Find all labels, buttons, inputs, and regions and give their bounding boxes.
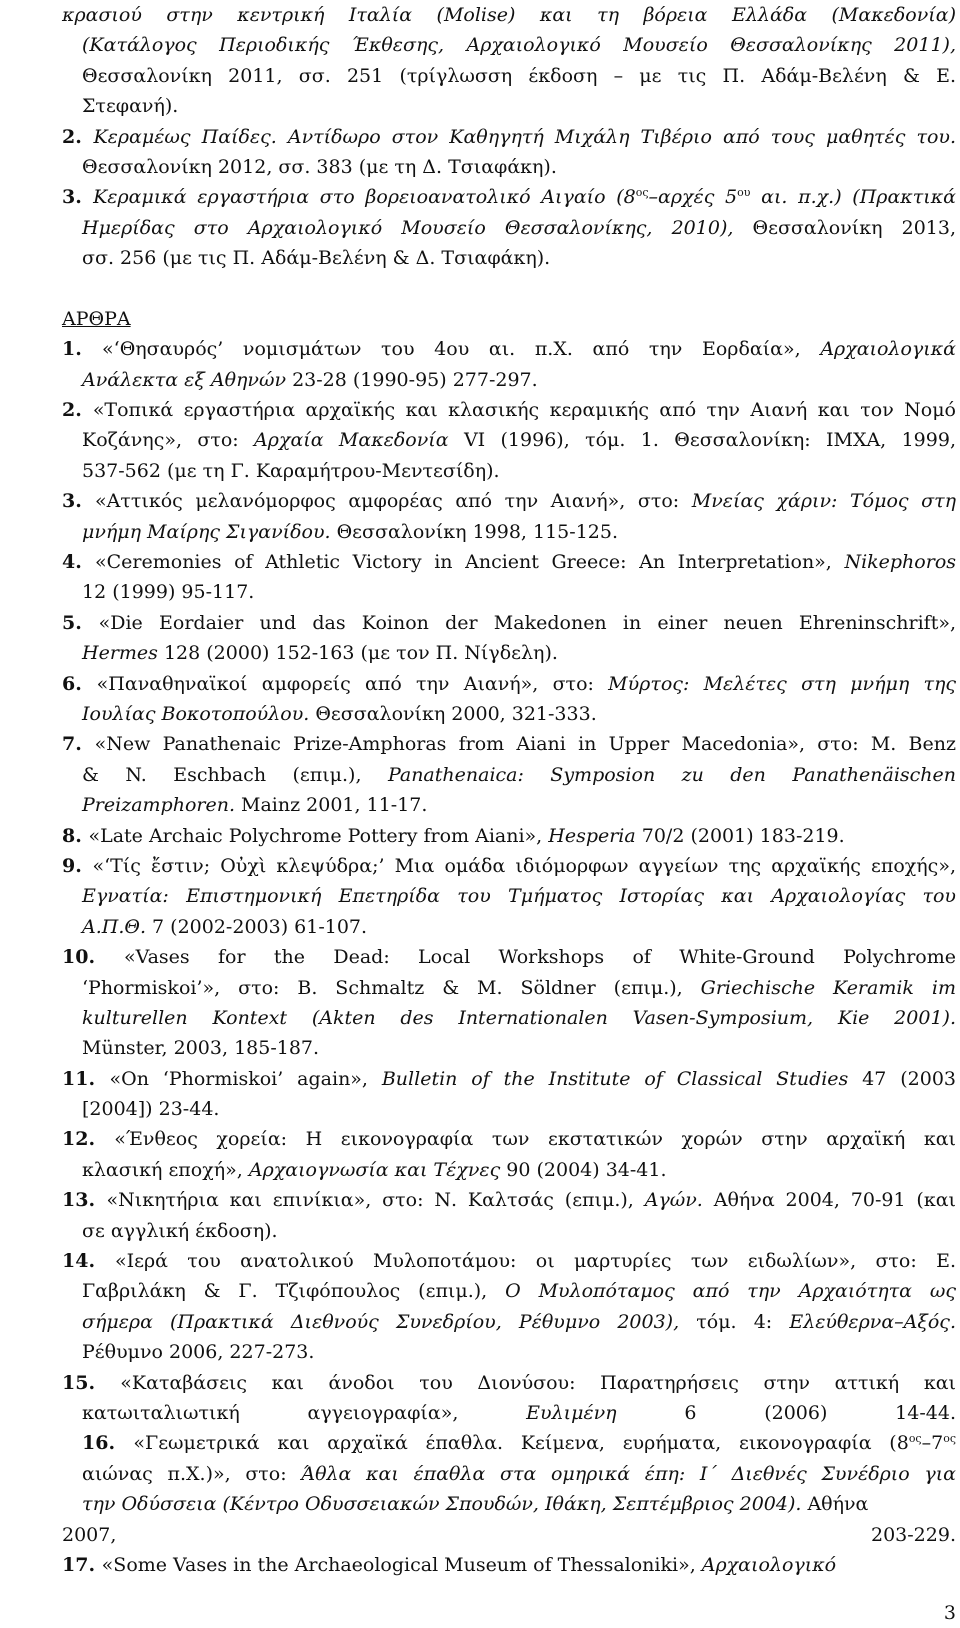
text-run: kulturellen Kontext (Akten des Internationalen Vasen-Symposium, Kie 2001). bbox=[82, 1006, 956, 1029]
text-line bbox=[62, 274, 956, 304]
text-run: «Τοπικά εργαστήρια αρχαϊκής και κλασικής κεραμικής από την Αιανή και τον Νομό bbox=[92, 399, 956, 422]
text-run: 7. bbox=[62, 733, 95, 756]
text-run: σε αγγλική έκδοση). bbox=[82, 1219, 278, 1242]
text-run: ος bbox=[908, 1432, 922, 1446]
text-line bbox=[62, 1246, 956, 1276]
text-run: Ευλιμένη bbox=[526, 1401, 617, 1424]
text-run: «Ένθεος χορεία: Η εικονογραφία των εκστατικών χορών στην αρχαϊκή και bbox=[114, 1128, 956, 1151]
text-run: Αρχαία Μακεδονία bbox=[254, 429, 449, 452]
text-line bbox=[62, 365, 956, 395]
text-run: Ημερίδας στο Αρχαιολογικό Μουσείο Θεσσαλονίκης, 2010), bbox=[82, 216, 734, 239]
text-run: 16. bbox=[82, 1432, 134, 1455]
text-run: Αρχαιογνωσία και Τέχνες bbox=[248, 1158, 501, 1181]
text-line bbox=[62, 1368, 956, 1398]
text-line bbox=[62, 1094, 956, 1124]
text-line bbox=[62, 0, 956, 30]
text-run: Εγνατία: Επιστημονική Επετηρίδα του Τμήματος Ιστορίας και Αρχαιολογίας του bbox=[82, 885, 956, 908]
text-line bbox=[62, 213, 956, 243]
text-run: Hesperia bbox=[548, 824, 636, 847]
text-run: Θεσσαλονίκη 1998, 115-125. bbox=[330, 520, 618, 543]
text-line bbox=[62, 1124, 956, 1154]
text-line bbox=[62, 61, 956, 91]
text-run: Στεφανή). bbox=[82, 95, 179, 118]
text-run: ου bbox=[737, 186, 751, 200]
text-line bbox=[62, 729, 956, 759]
text-run: Αθήνα bbox=[801, 1493, 869, 1516]
text-run: τόμ. 4: bbox=[679, 1310, 790, 1333]
text-line bbox=[62, 821, 956, 851]
text-run: Αγών. bbox=[644, 1189, 703, 1212]
text-line bbox=[62, 608, 956, 638]
text-run: 14. bbox=[62, 1250, 115, 1273]
text-line bbox=[62, 243, 956, 273]
text-run: μνήμη Μαίρης Σιγανίδου. bbox=[82, 520, 331, 543]
text-line bbox=[62, 1489, 956, 1519]
text-run: «On ‘Phormiskoi’ again», bbox=[109, 1067, 382, 1090]
text-run: «Ceremonies of Athletic Victory in Ancient Greece: An Interpretation», bbox=[95, 551, 845, 574]
text-run: Κοζάνης», στο: bbox=[82, 429, 255, 452]
text-run: 1. bbox=[62, 338, 103, 361]
text-run: Γαβριλάκη & Γ. Τζιφόπουλος (επιμ.), bbox=[82, 1280, 506, 1303]
text-line bbox=[62, 395, 956, 425]
text-run: Αθήνα 2004, 70-91 (και bbox=[702, 1189, 956, 1212]
text-run: «‘Θησαυρός’ νομισμάτων του 4ου αι. π.Χ. από την Εορδαία», bbox=[102, 338, 821, 361]
text-run: αιώνας π.Χ.)», στο: bbox=[82, 1462, 302, 1485]
text-run: Κεραμικά εργαστήρια στο βορειοανατολικό Αιγαίο (8 bbox=[93, 186, 636, 209]
document-page bbox=[62, 0, 956, 1580]
text-line bbox=[62, 425, 956, 455]
text-line bbox=[62, 942, 956, 972]
text-run: Μύρτος: Μελέτες στη μνήμη της bbox=[608, 672, 956, 695]
text-run: κρασιού στην κεντρική Ιταλία (Molise) και τη βόρεια Ελλάδα (Μακεδονία) bbox=[62, 4, 956, 26]
text-line bbox=[62, 547, 956, 577]
text-line bbox=[62, 1003, 956, 1033]
text-run: Θεσσαλονίκη 2012, σσ. 383 (με τη Δ. Τσιαφάκη). bbox=[82, 155, 557, 178]
text-line bbox=[62, 638, 956, 668]
text-run: 23-28 (1990-95) 277-297. bbox=[286, 368, 538, 391]
text-run: 3. bbox=[62, 490, 95, 513]
text-run: & N. Eschbach (επιμ.), bbox=[82, 763, 388, 786]
text-run: Münster, 2003, 185-187. bbox=[82, 1037, 320, 1060]
text-line bbox=[62, 1276, 956, 1306]
text-run: «Vases for the Dead: Local Workshops of White-Ground Polychrome bbox=[123, 946, 957, 969]
text-run: «Ιερά του ανατολικού Μυλοποτάμου: οι μαρτυρίες των ειδωλίων», στο: Ε. bbox=[114, 1250, 957, 1273]
text-run: Ιουλίας Βοκοτοπούλου. bbox=[82, 702, 310, 725]
text-run: Griechische Keramik im bbox=[700, 976, 956, 999]
text-run: ‘Phormiskoi’», στο: B. Schmaltz & M. Söldner (επιμ.), bbox=[82, 976, 701, 999]
text-line bbox=[62, 1033, 956, 1063]
text-run: ος bbox=[635, 186, 649, 200]
text-run: «‘Τίς ἔστιν; Οὐχὶ κλεψύδρα;’ Μια ομάδα ιδιόμορφων αγγείων της αρχαϊκής εποχής», bbox=[92, 854, 956, 877]
text-run: VI (1996), τόμ. 1. Θεσσαλονίκη: ΙΜΧΑ, 1999, bbox=[448, 429, 956, 452]
text-run: ος bbox=[943, 1432, 956, 1446]
text-run: 2. bbox=[62, 399, 93, 422]
text-line bbox=[62, 1064, 956, 1094]
text-run: «Late Archaic Polychrome Pottery from Aiani», bbox=[88, 824, 549, 847]
text-line bbox=[62, 1520, 956, 1550]
text-line bbox=[62, 760, 956, 790]
text-run: 15. bbox=[62, 1371, 121, 1394]
text-run: Ελεύθερνα–Αξός. bbox=[789, 1310, 956, 1333]
text-run: «Παναθηναϊκοί αμφορείς από την Αιανή», στο: bbox=[96, 672, 609, 695]
text-run: «Νικητήρια και επινίκια», στο: Ν. Καλτσάς (επιμ.), bbox=[106, 1189, 645, 1212]
text-line bbox=[62, 1398, 956, 1428]
text-run: 70/2 (2001) 183-219. bbox=[635, 824, 845, 847]
text-run: 13. bbox=[62, 1189, 107, 1212]
text-line bbox=[62, 699, 956, 729]
text-run: Κεραμέως Παίδες. Αντίδωρο στον Καθηγητή Μιχάλη Τιβέριο από τους μαθητές του. bbox=[93, 125, 956, 148]
text-run: Panathenaica: Symposion zu den Panathenäischen bbox=[387, 763, 957, 786]
text-run: Nikephoros bbox=[844, 551, 957, 574]
text-run: Ρέθυμνο 2006, 227-273. bbox=[82, 1341, 315, 1364]
text-run: την Οδύσσεια (Κέντρο Οδυσσειακών Σπουδών, Ιθάκη, Σεπτέμβριος 2004). bbox=[82, 1493, 802, 1516]
text-run: «Γεωμετρικά και αρχαϊκά έπαθλα. Κείμενα, ευρήματα, εικονογραφία (8 bbox=[133, 1432, 909, 1455]
text-line bbox=[62, 152, 956, 182]
text-run: 12 (1999) 95-117. bbox=[82, 581, 255, 604]
text-run: 7 (2002-2003) 61-107. bbox=[146, 915, 368, 938]
text-run: –αρχές 5 bbox=[648, 186, 738, 209]
text-run: 2007, 203-229. bbox=[62, 1523, 956, 1546]
text-run: Άθλα και έπαθλα στα ομηρικά έπη: Ι΄ Διεθνές Συνέδριο για bbox=[301, 1462, 957, 1485]
text-line bbox=[62, 30, 956, 60]
text-line bbox=[62, 1459, 956, 1489]
text-run: 90 (2004) 34-41. bbox=[500, 1158, 667, 1181]
section-heading: ΑΡΘΡΑ bbox=[62, 307, 131, 330]
text-run: Preizamphoren. bbox=[82, 794, 235, 817]
text-run: «New Panathenaic Prize-Amphoras from Aiani in Upper Macedonia», στο: M. Benz bbox=[94, 733, 957, 756]
text-line bbox=[62, 1216, 956, 1246]
text-run: Θεσσαλονίκη 2013, bbox=[733, 216, 956, 239]
text-run: (Κατάλογος Περιοδικής Έκθεσης, Αρχαιολογικό Μουσείο Θεσσαλονίκης 2011), bbox=[82, 34, 956, 57]
text-run: 5. bbox=[62, 611, 99, 634]
text-line bbox=[62, 973, 956, 1003]
text-line bbox=[62, 851, 956, 881]
text-line bbox=[62, 1155, 956, 1185]
text-line bbox=[62, 912, 956, 942]
text-line bbox=[62, 881, 956, 911]
text-run: 6 (2006) 14-44. bbox=[616, 1401, 956, 1424]
text-run: 9. bbox=[62, 854, 93, 877]
text-line bbox=[62, 1550, 956, 1580]
text-run: 2. bbox=[62, 125, 94, 148]
text-line bbox=[62, 486, 956, 516]
text-run: «Die Eordaier und das Koinon der Makedonen in einer neuen Ehreninschrift», bbox=[98, 611, 956, 634]
text-run: 10. bbox=[62, 946, 124, 969]
text-line bbox=[62, 669, 956, 699]
text-run: 6. bbox=[62, 672, 97, 695]
text-line bbox=[62, 1428, 956, 1458]
text-run: –7 bbox=[921, 1432, 944, 1455]
text-run: κλασική εποχή», bbox=[82, 1158, 249, 1181]
text-line bbox=[62, 122, 956, 152]
text-run: «Some Vases in the Archaeological Museum of Thessaloniki», bbox=[101, 1553, 702, 1576]
text-run: 47 (2003 bbox=[848, 1067, 956, 1090]
text-run: Bulletin of the Institute of Classical Studies bbox=[381, 1067, 849, 1090]
text-line bbox=[62, 456, 956, 486]
text-run: [2004]) 23-44. bbox=[82, 1098, 220, 1121]
text-run: κατωιταλιωτική αγγειογραφία», bbox=[82, 1401, 527, 1424]
text-line bbox=[62, 577, 956, 607]
text-run: σήμερα (Πρακτικά Διεθνούς Συνεδρίου, Ρέθυμνο 2003), bbox=[82, 1310, 680, 1333]
text-run: 4. bbox=[62, 551, 95, 574]
text-run: 17. bbox=[62, 1553, 102, 1576]
text-run: «Καταβάσεις και άνοδοι του Διονύσου: Παρατηρήσεις στην αττική και bbox=[120, 1371, 956, 1394]
text-line bbox=[62, 1185, 956, 1215]
text-line bbox=[62, 182, 956, 212]
text-line bbox=[62, 1307, 956, 1337]
text-run: 128 (2000) 152-163 (με τον Π. Νίγδελη). bbox=[157, 642, 558, 665]
text-run: σσ. 256 (με τις Π. Αδάμ-Βελένη & Δ. Τσιαφάκη). bbox=[82, 247, 551, 270]
text-line bbox=[62, 517, 956, 547]
text-line bbox=[62, 91, 956, 121]
text-run: 11. bbox=[62, 1067, 110, 1090]
text-run: 3. bbox=[62, 186, 94, 209]
text-run: Ανάλεκτα εξ Αθηνών bbox=[82, 368, 287, 391]
text-run: Mainz 2001, 11-17. bbox=[234, 794, 428, 817]
text-run: αι. π.χ.) (Πρακτικά bbox=[750, 186, 957, 209]
page-number: 3 bbox=[943, 1602, 956, 1624]
text-run: Θεσσαλονίκη 2000, 321-333. bbox=[309, 702, 597, 725]
text-run: Hermes bbox=[82, 642, 158, 665]
text-run: Ο Μυλοπόταμος από την Αρχαιότητα ως bbox=[505, 1280, 956, 1303]
text-run: Μνείας χάριν: Τόμος στη bbox=[691, 490, 956, 513]
text-run: Αρχαιολογικό bbox=[701, 1553, 837, 1576]
text-run: Α.Π.Θ. bbox=[82, 915, 146, 938]
text-line bbox=[62, 790, 956, 820]
text-run: Θεσσαλονίκη 2011, σσ. 251 (τρίγλωσση έκδοση – με τις Π. Αδάμ-Βελένη & Ε. bbox=[82, 64, 956, 87]
text-run: Αρχαιολογικά bbox=[820, 338, 957, 361]
text-run: 12. bbox=[62, 1128, 115, 1151]
text-line bbox=[62, 1337, 956, 1367]
text-run: «Αττικός μελανόμορφος αμφορέας από την Αιανή», στο: bbox=[95, 490, 692, 513]
text-run: 8. bbox=[62, 824, 89, 847]
text-run: 537-562 (με τη Γ. Καραμήτρου-Μεντεσίδη). bbox=[82, 459, 500, 482]
text-line bbox=[62, 334, 956, 364]
text-line bbox=[62, 304, 956, 334]
